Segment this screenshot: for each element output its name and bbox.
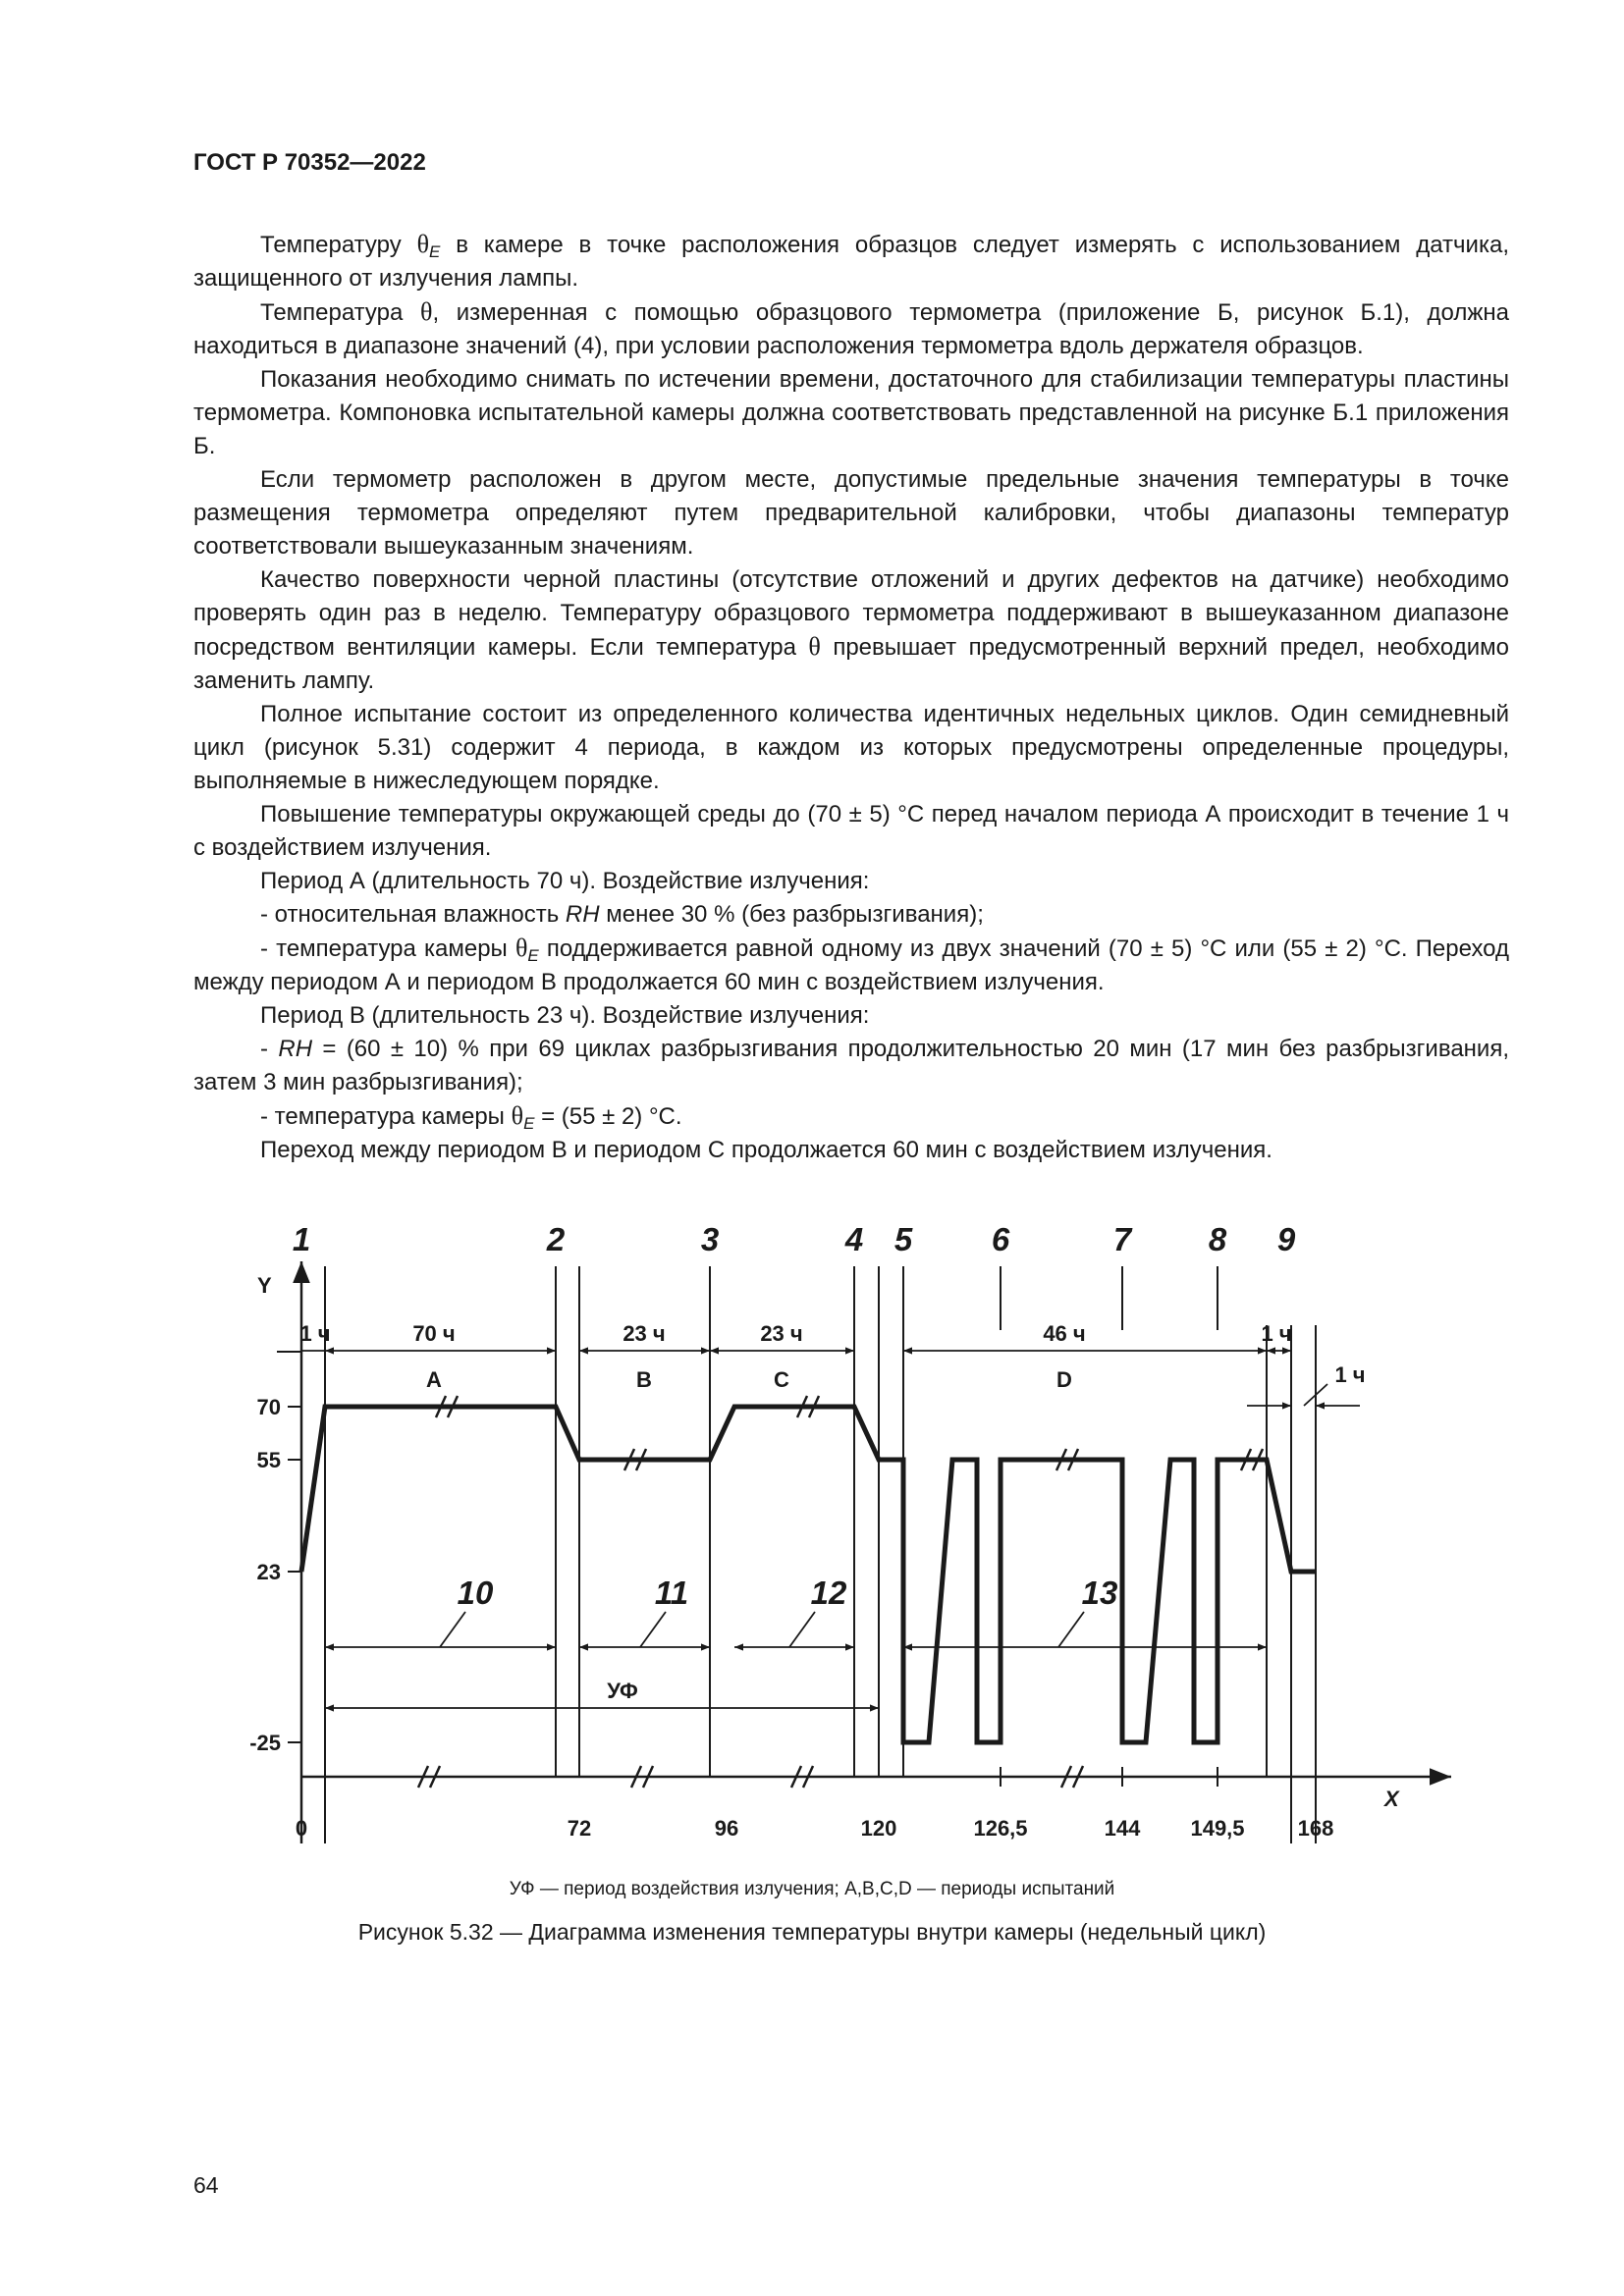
x-tick-72: 72 (567, 1816, 592, 1841)
paragraph-5: Качество поверхности черной пластины (отсутствие отложений и других дефектов на датчике) необходимо проверять один раз в неделю. Температуру образцового термометра поддерживают в вышеуказанном диапазоне посредством вентиляции камеры. Если температура θ превышает предусмотренный верхний предел, необходимо заменить лампу. (193, 566, 1509, 694)
paragraph-14: Переход между периодом В и периодом С продолжается 60 мин с воздействием излучения. (260, 1137, 1272, 1163)
x-tick-144: 144 (1104, 1816, 1141, 1841)
paragraph-3: Показания необходимо снимать по истечении времени, достаточного для стабилизации температуры пластины термометра. Компоновка испытательной камеры должна соответствовать представленной на рисунке Б.1 приложения Б. (193, 366, 1509, 459)
paragraph-6: Полное испытание состоит из определенного количества идентичных недельных циклов. Один семидневный цикл (рисунок 5.31) содержит 4 периода, в каждом из которых предусмотрены определенные процедуры, выполняемые в нижеследующем порядке. (193, 701, 1509, 794)
phase-label-10: 10 (457, 1575, 494, 1611)
paragraph-1: Температуру $\theta_E$ в камере в точке расположения образцов следует измерять с использованием датчика, защищенного от излучения лампы. (193, 230, 1509, 292)
period-labels (426, 1367, 1072, 1392)
paragraph-4: Если термометр расположен в другом месте, допустимые предельные значения температуры в точке размещения термометра определяют путем предварительной калибровки, чтобы диапазоны температур соответствовали вышеуказанным значениям. (193, 466, 1509, 560)
phase-arrows (325, 1612, 1267, 1708)
x-tick-labels (296, 1816, 1333, 1841)
duration-23h-c: 23 ч (760, 1321, 803, 1346)
period-c: C (774, 1367, 789, 1392)
x-tick-168: 168 (1297, 1816, 1334, 1841)
paragraph-10: - температура камеры $\theta_E$ поддерживается равной одному из двух значений (70 ± 5) °С или (55 ± 2) °С. Переход между периодом А и периодом В продолжается 60 мин с воздействием излучения. (193, 934, 1510, 995)
paragraph-2: Температура θ, измеренная с помощью образцового термометра (приложение Б, рисунок Б.1), должна находиться в диапазоне значений (4), при условии расположения термометра вдоль держателя образцов. (193, 297, 1509, 359)
duration-labels (299, 1321, 1365, 1387)
point-label-6: 6 (991, 1221, 1010, 1257)
duration-46h: 46 ч (1043, 1321, 1086, 1346)
phase-label-11: 11 (654, 1575, 689, 1611)
x-tick-149-5: 149,5 (1190, 1816, 1245, 1841)
phase-label-12: 12 (810, 1575, 847, 1611)
point-label-8: 8 (1208, 1221, 1227, 1257)
paragraph-13: - температура камеры $\theta_E = (55 \pm 2)$ °С. (260, 1101, 682, 1133)
uv-label: УФ (607, 1679, 638, 1703)
y-tick-23: 23 (256, 1560, 281, 1584)
duration-1h-end: 1 ч (1261, 1321, 1292, 1346)
duration-1h-start: 1 ч (299, 1321, 331, 1346)
temperature-curve (301, 1407, 1316, 1742)
figure-caption: Рисунок 5.32 — Диаграмма изменения температуры внутри камеры (недельный цикл) (357, 1919, 1267, 1945)
point-label-4: 4 (844, 1221, 864, 1257)
x-tick-120: 120 (860, 1816, 897, 1841)
period-b: B (636, 1367, 652, 1392)
paragraph-8: Период А (длительность 70 ч). Воздействие излучения: (260, 868, 870, 894)
duration-arrows (301, 1351, 1360, 1406)
y-tick-70: 70 (256, 1395, 281, 1419)
y-axis-label: Y (257, 1273, 272, 1298)
point-label-2: 2 (546, 1221, 566, 1257)
phase-label-13: 13 (1081, 1575, 1118, 1611)
duration-70h: 70 ч (412, 1321, 456, 1346)
y-tick-labels (249, 1395, 281, 1755)
y-tick-55: 55 (256, 1448, 281, 1472)
point-label-1: 1 (292, 1221, 311, 1257)
point-label-9: 9 (1276, 1221, 1296, 1257)
point-labels (293, 1221, 1296, 1257)
point-label-7: 7 (1112, 1221, 1132, 1257)
paragraph-7: Повышение температуры окружающей среды до (70 ± 5) °С перед началом периода А происходит в течение 1 ч с воздействием излучения. (193, 801, 1509, 861)
x-tick-126-5: 126,5 (973, 1816, 1028, 1841)
x-tick-96: 96 (714, 1816, 739, 1841)
figure-legend: УФ — период воздействия излучения; A,B,C,D — периоды испытаний (509, 1879, 1115, 1899)
reference-lines (325, 1266, 1316, 1843)
paragraph-9: - относительная влажность RH менее 30 % (без разбрызгивания); (260, 901, 984, 928)
document-header: ГОСТ Р 70352—2022 (193, 149, 426, 176)
duration-23h-b: 23 ч (623, 1321, 666, 1346)
paragraph-12: - RH = (60 ± 10) % при 69 циклах разбрызгивания продолжительностью 20 мин (17 мин без разбрызгивания, затем 3 мин разбрызгивания); (193, 1036, 1509, 1095)
point-label-3: 3 (700, 1221, 720, 1257)
period-a: A (426, 1367, 442, 1392)
point-label-5: 5 (893, 1221, 913, 1257)
x-tick-0: 0 (295, 1816, 308, 1841)
duration-1h-final: 1 ч (1334, 1362, 1366, 1387)
x-axis-label: X (1384, 1787, 1399, 1811)
period-d: D (1056, 1367, 1072, 1392)
paragraph-11: Период В (длительность 23 ч). Воздействие излучения: (260, 1002, 870, 1029)
y-tick-minus-25: -25 (249, 1731, 281, 1755)
page-number: 64 (193, 2172, 219, 2198)
